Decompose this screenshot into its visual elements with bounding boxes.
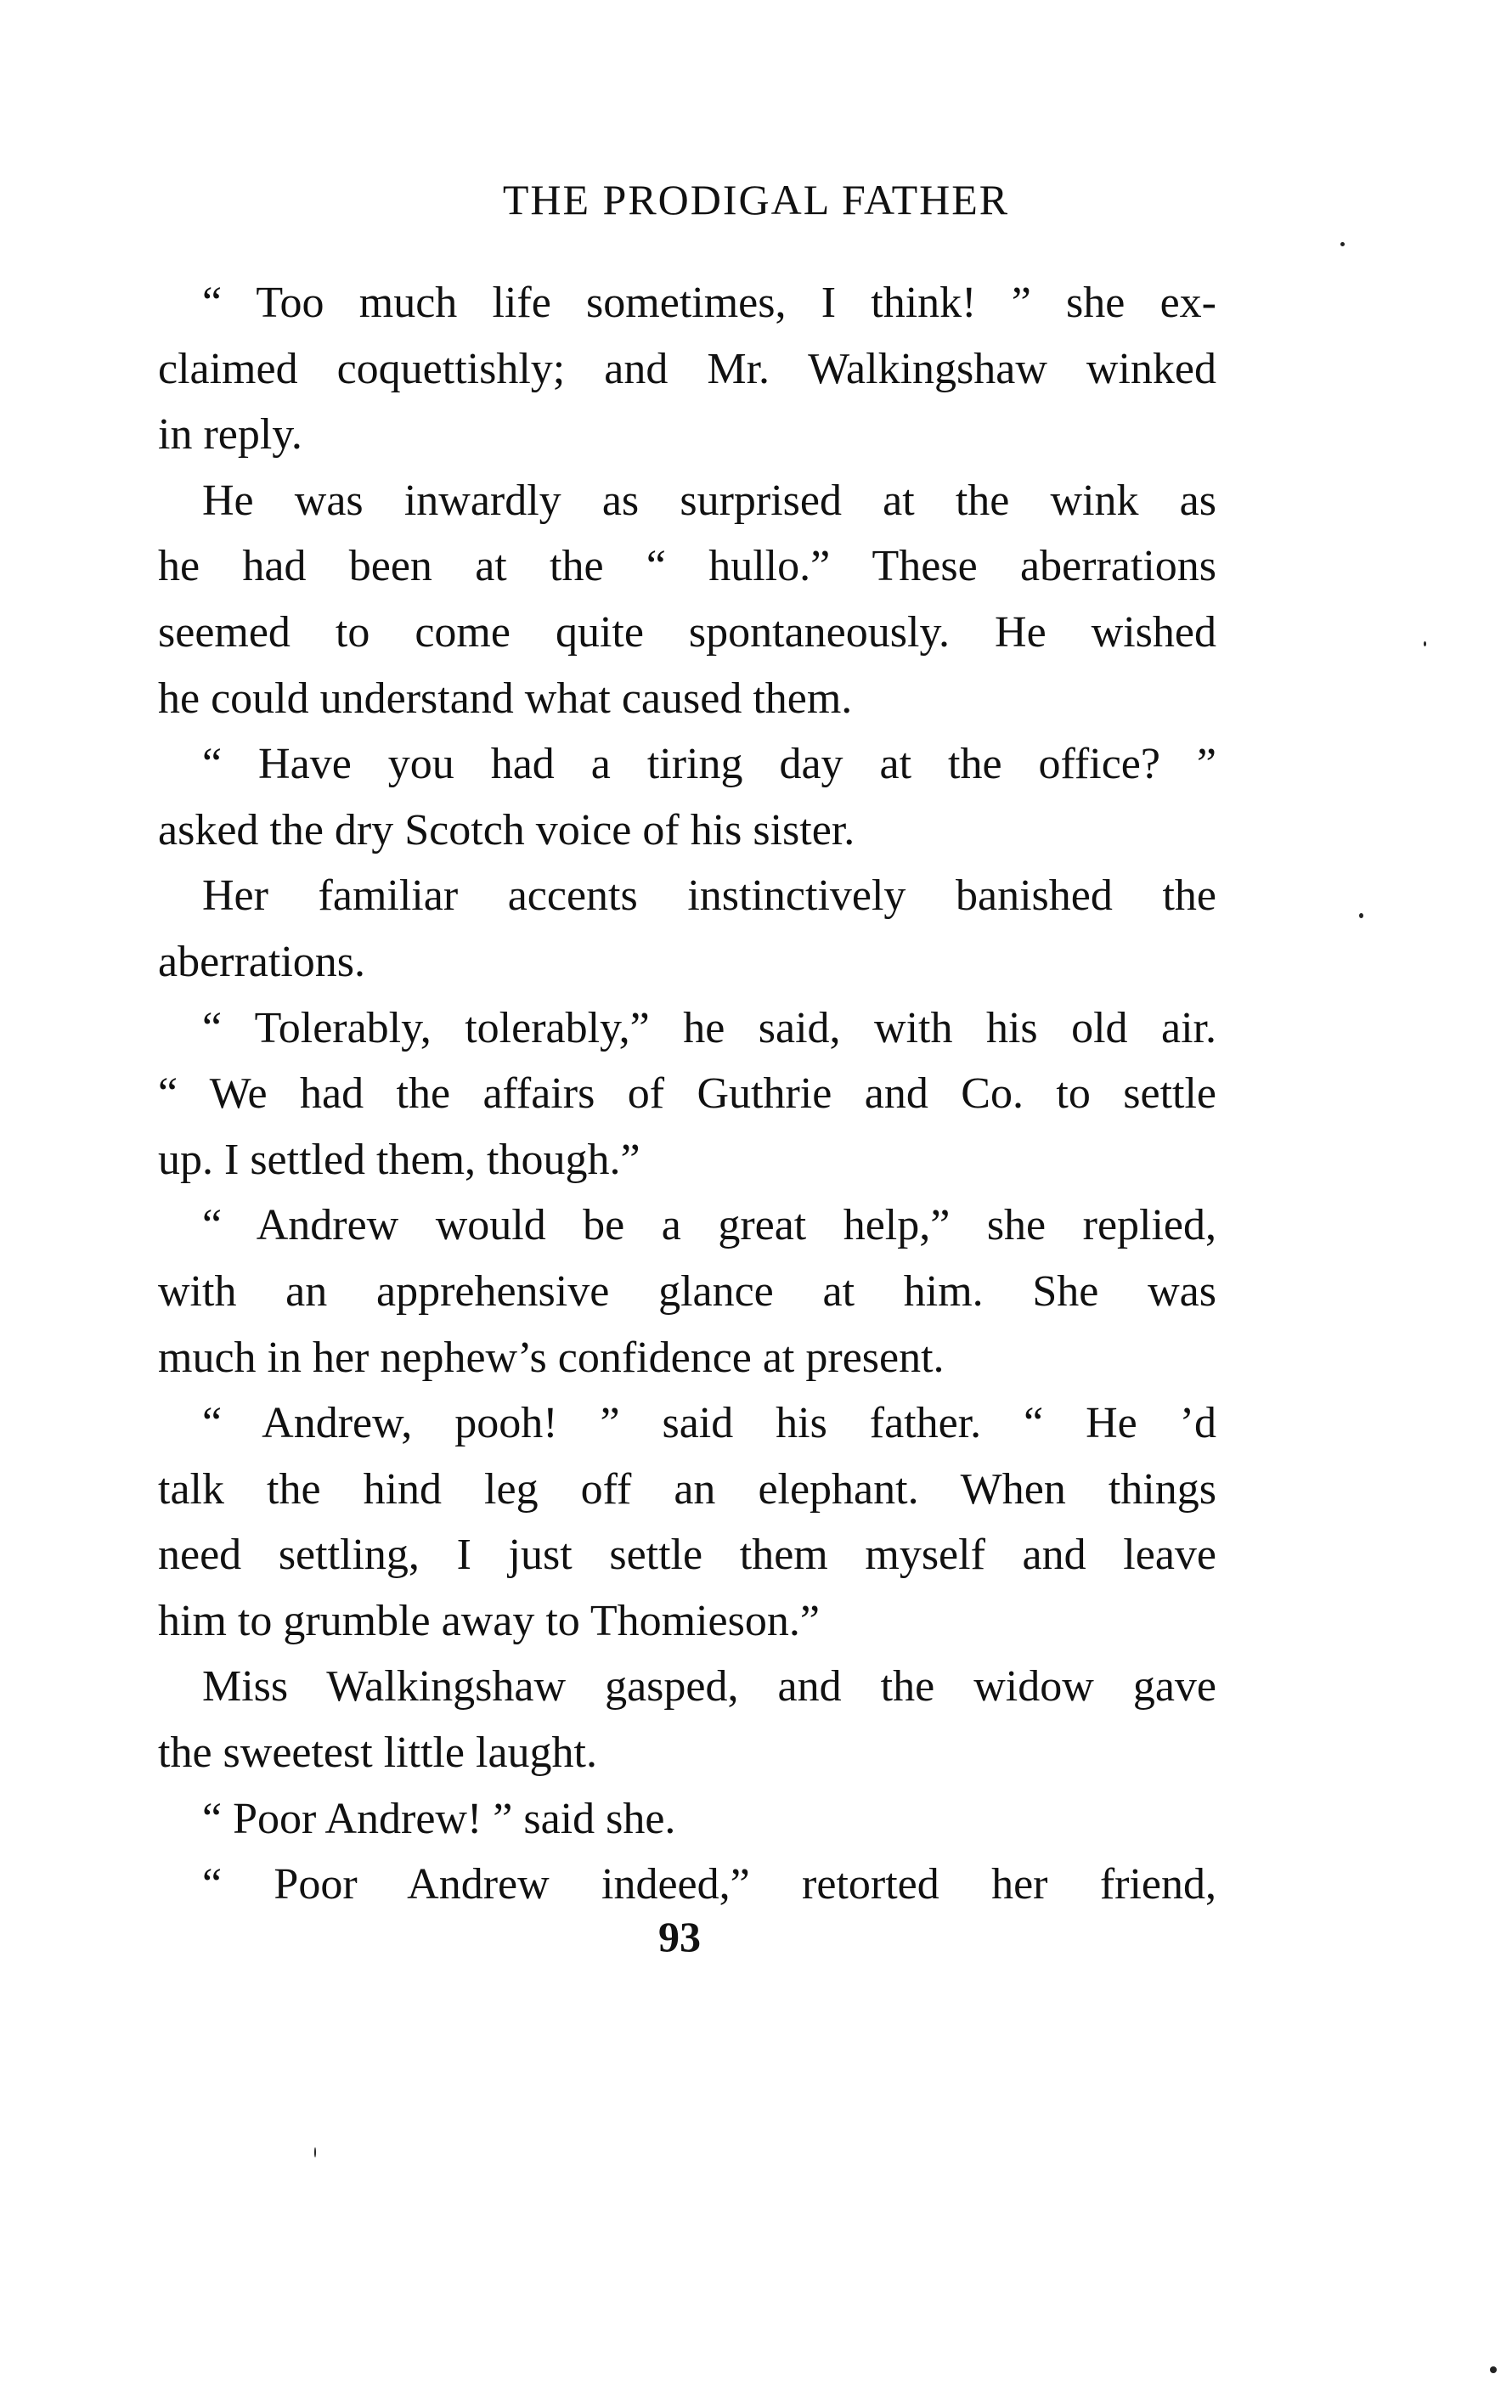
text-line: him to grumble away to Thomieson.” [158, 1596, 820, 1645]
text-line: Her familiar accents instinctively banished the [202, 871, 1216, 921]
text-line: claimed coquettishly; and Mr. Walkingshaw winked [158, 344, 1216, 393]
text-line: in reply. [158, 410, 302, 460]
scan-speck [1424, 641, 1426, 646]
text-line: “ We had the affairs of Guthrie and Co. to settle [158, 1069, 1216, 1119]
text-line: Miss Walkingshaw gasped, and the widow gave [202, 1662, 1216, 1712]
text-line: “ Have you had a tiring day at the office? ” [202, 740, 1216, 789]
text-line: “ Poor Andrew indeed,” retorted her friend, [202, 1860, 1216, 1909]
text-line: seemed to come quite spontaneously. He wished [158, 607, 1216, 657]
text-line: he had been at the “ hullo.” These aberrations [158, 542, 1216, 591]
text-line: “ Too much life sometimes, I think! ” she ex- [202, 279, 1216, 327]
text-line: “ Andrew would be a great help,” she replied, [202, 1201, 1216, 1250]
scan-speck [1340, 242, 1345, 246]
text-line: aberrations. [158, 937, 366, 986]
text-line: need settling, I just settle them myself and leave [158, 1531, 1216, 1580]
text-line: “ Poor Andrew! ” said she. [202, 1794, 676, 1843]
text-line: he could understand what caused them. [158, 674, 853, 723]
body-text [158, 270, 1216, 1918]
text-line: with an apprehensive glance at him. She was [158, 1266, 1216, 1316]
text-line: He was inwardly as surprised at the wink as [202, 476, 1216, 525]
text-line: asked the dry Scotch voice of his sister. [158, 805, 855, 854]
text-line: talk the hind leg off an elephant. When things [158, 1464, 1216, 1514]
scan-speck [1359, 913, 1363, 918]
running-head: THE PRODIGAL FATHER [502, 176, 1010, 223]
text-line: “ Andrew, pooh! ” said his father. “ He ’d [202, 1399, 1216, 1448]
page-number: 93 [658, 1913, 701, 1960]
scan-speck [1490, 2366, 1497, 2373]
text-line: “ Tolerably, tolerably,” he said, with his old air. [202, 1003, 1216, 1052]
text-line: the sweetest little laught. [158, 1728, 597, 1778]
scan-speck [314, 2147, 316, 2157]
text-line: much in her nephew’s confidence at present. [158, 1333, 945, 1382]
text-line: up. I settled them, though.” [158, 1135, 640, 1184]
